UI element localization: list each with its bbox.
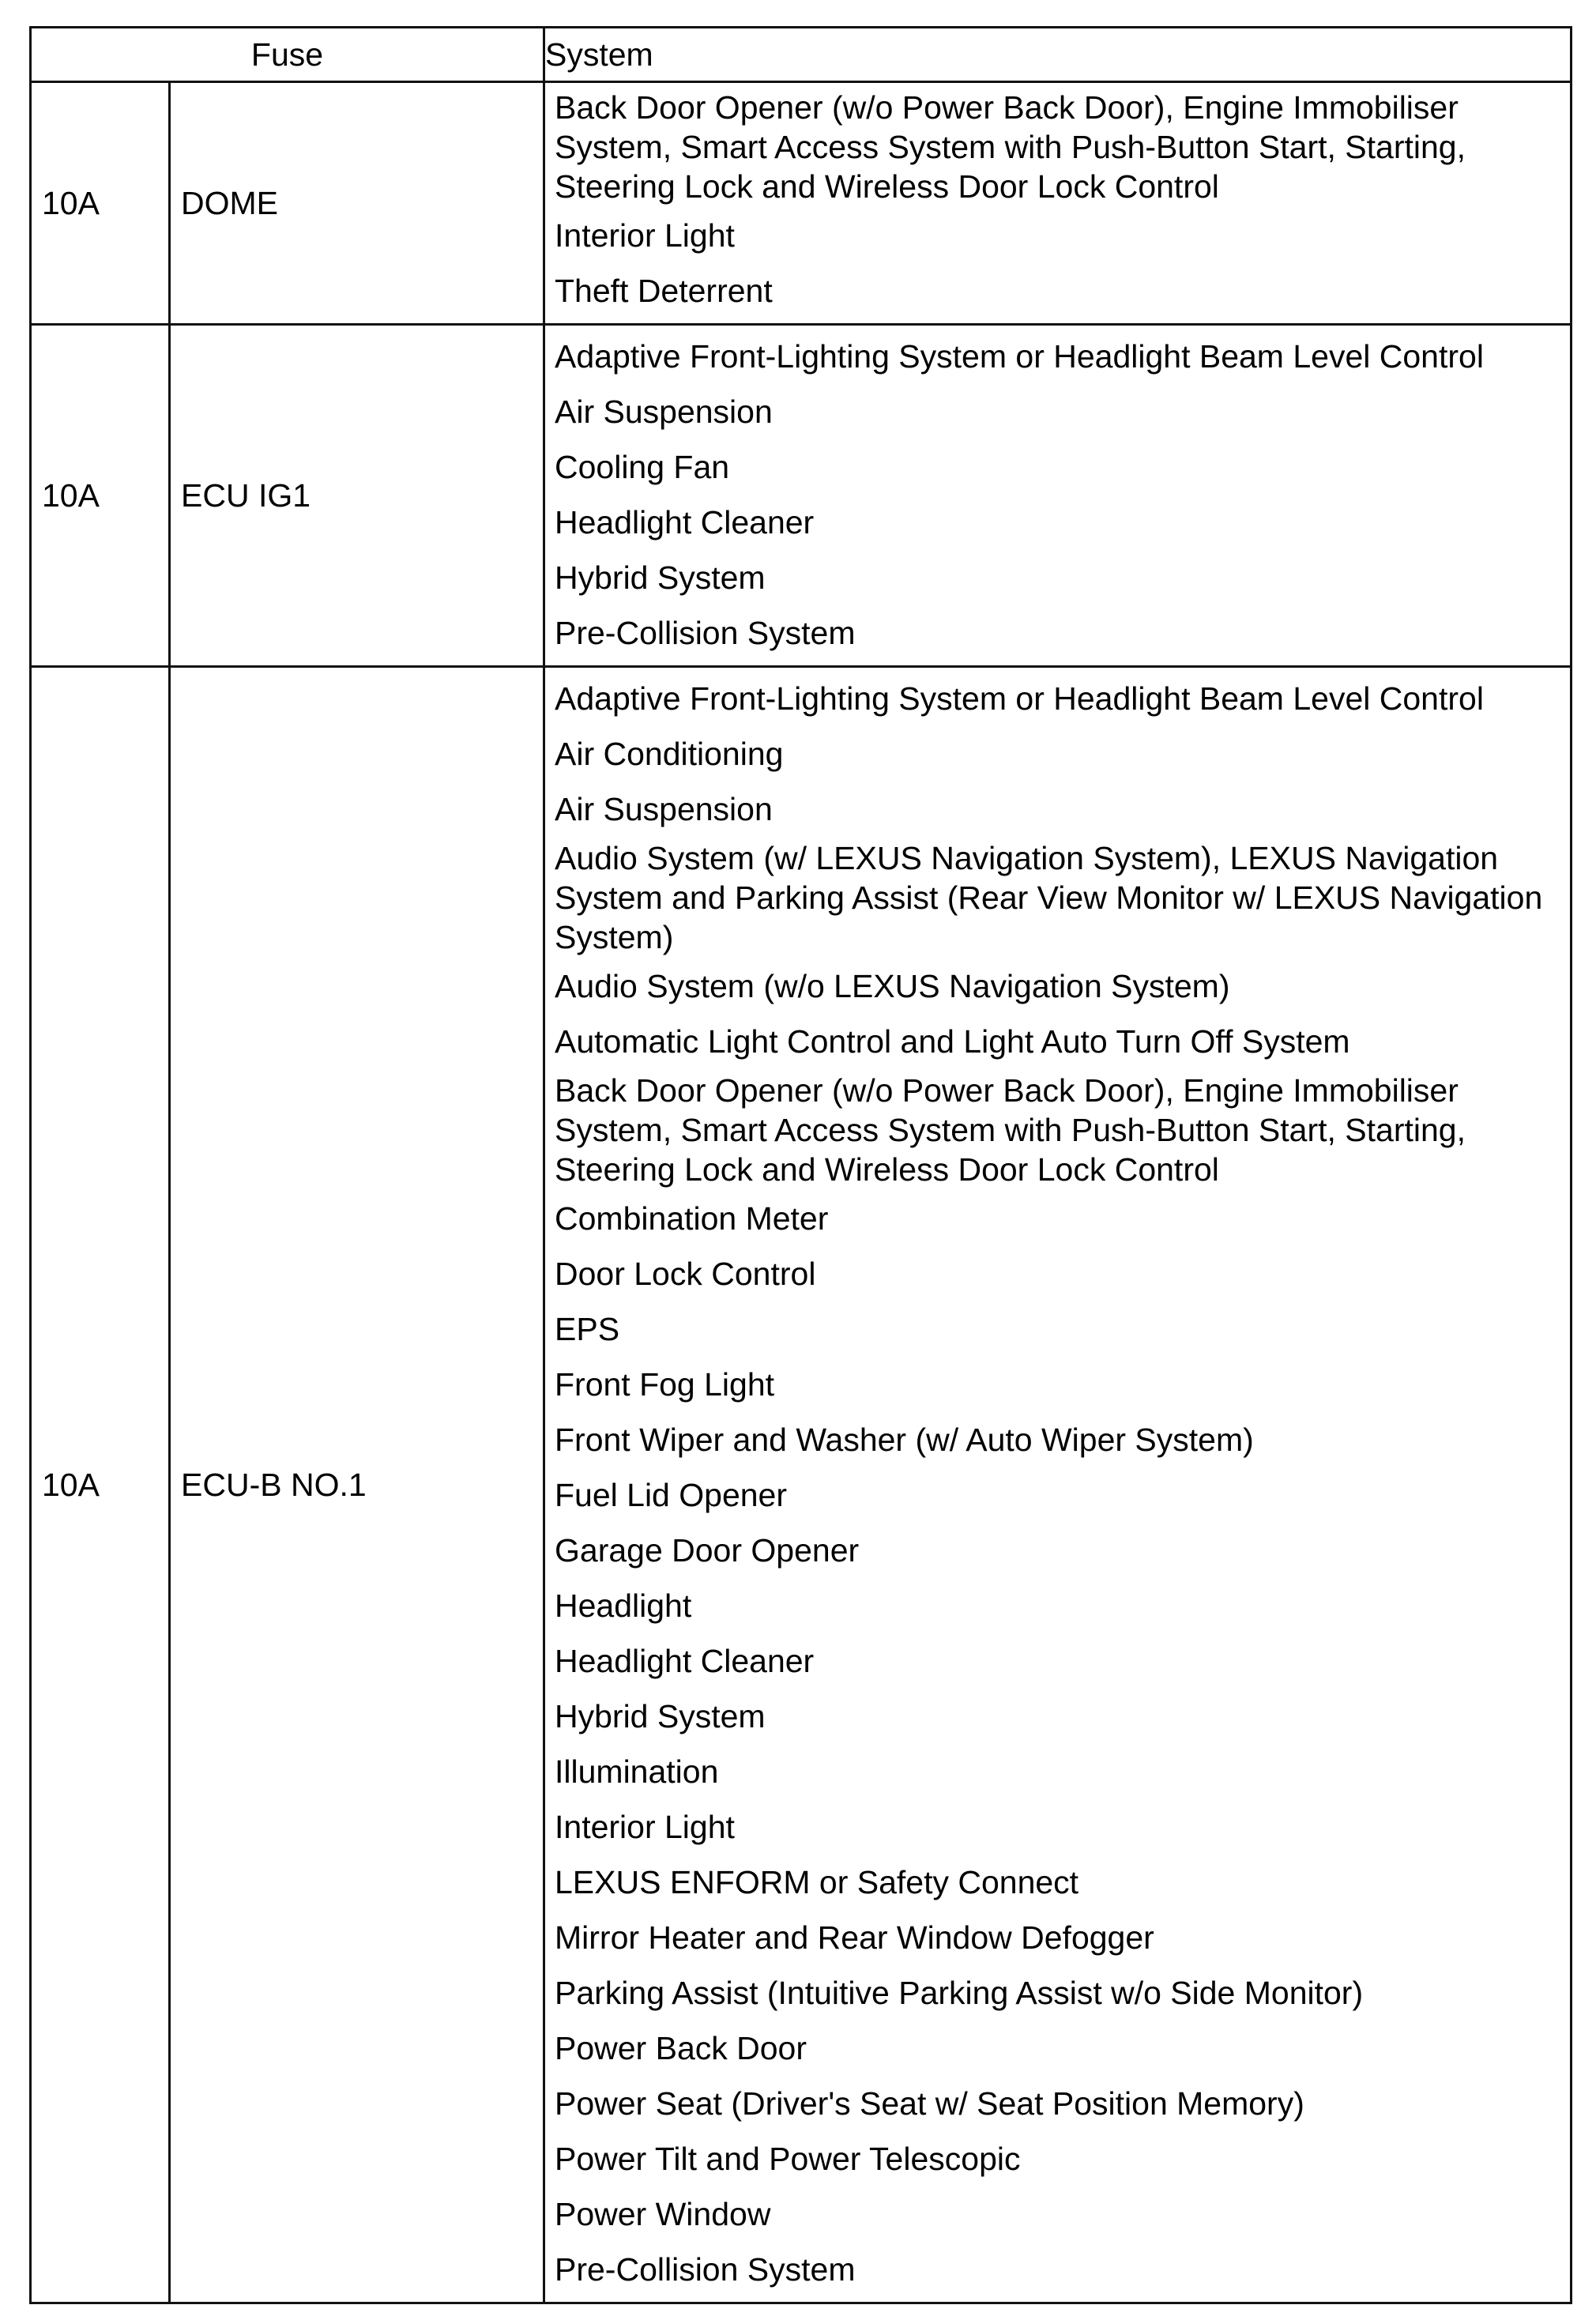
- system-item: Air Conditioning: [555, 736, 784, 772]
- system-item: Headlight Cleaner: [555, 1643, 815, 1679]
- system-item: Back Door Opener (w/o Power Back Door), Engine Immobiliser System, Smart Access System with Push-Button Start, Starting, Steering Lock and Wireless Door Lock Control: [555, 89, 1466, 205]
- fuse-table: [29, 26, 1572, 2304]
- system-item: Cooling Fan: [555, 449, 730, 485]
- system-item: Audio System (w/o LEXUS Navigation System): [555, 968, 1230, 1004]
- system-item: Pre-Collision System: [555, 2251, 856, 2288]
- system-item: Power Seat (Driver's Seat w/ Seat Position Memory): [555, 2085, 1304, 2122]
- table-row: [31, 82, 1572, 325]
- system-item: Mirror Heater and Rear Window Defogger: [555, 1919, 1154, 1956]
- system-item: Front Fog Light: [555, 1366, 775, 1403]
- system-item: Parking Assist (Intuitive Parking Assist w/o Side Monitor): [555, 1975, 1364, 2011]
- system-item: Power Back Door: [555, 2030, 807, 2066]
- system-item: Headlight Cleaner: [555, 504, 815, 540]
- table-row: [31, 325, 1572, 667]
- system-item: Garage Door Opener: [555, 1532, 860, 1569]
- fuse-name: ECU-B NO.1: [170, 667, 544, 2303]
- system-item: Adaptive Front-Lighting System or Headlight Beam Level Control: [555, 338, 1484, 375]
- system-item: Theft Deterrent: [555, 273, 773, 309]
- system-item: Interior Light: [555, 217, 735, 254]
- system-item: Back Door Opener (w/o Power Back Door), Engine Immobiliser System, Smart Access System with Push-Button Start, Starting, Steering Lock and Wireless Door Lock Control: [555, 1072, 1466, 1188]
- fuse-name: DOME: [170, 82, 544, 325]
- system-item: LEXUS ENFORM or Safety Connect: [555, 1864, 1079, 1900]
- system-item: Illumination: [555, 1753, 719, 1790]
- system-item: Pre-Collision System: [555, 615, 856, 651]
- system-item: Air Suspension: [555, 791, 773, 827]
- fuse-name: ECU IG1: [170, 325, 544, 667]
- fuse-amperage: 10A: [31, 325, 170, 667]
- system-item: Hybrid System: [555, 1698, 766, 1734]
- fuse-amperage: 10A: [31, 667, 170, 2303]
- system-item: Adaptive Front-Lighting System or Headlight Beam Level Control: [555, 680, 1484, 717]
- system-list: [544, 667, 1572, 2303]
- fuse-column-header: Fuse: [31, 28, 544, 82]
- system-item: Fuel Lid Opener: [555, 1477, 788, 1513]
- system-list: [544, 82, 1572, 325]
- system-item: Power Tilt and Power Telescopic: [555, 2141, 1021, 2177]
- system-item: Door Lock Control: [555, 1256, 816, 1292]
- system-item: EPS: [555, 1311, 620, 1347]
- system-item: Automatic Light Control and Light Auto Turn Off System: [555, 1023, 1350, 1060]
- system-item: Interior Light: [555, 1809, 735, 1845]
- system-item: Air Suspension: [555, 394, 773, 430]
- system-item: Power Window: [555, 2196, 771, 2232]
- table-row: [31, 667, 1572, 2303]
- fuse-amperage: 10A: [31, 82, 170, 325]
- system-column-header: System: [544, 28, 1572, 82]
- system-list: [544, 325, 1572, 667]
- system-item: Audio System (w/ LEXUS Navigation System), LEXUS Navigation System and Parking Assist (Rear View Monitor w/ LEXUS Navigation System): [555, 840, 1543, 955]
- system-item: Headlight: [555, 1587, 692, 1624]
- system-item: Combination Meter: [555, 1200, 829, 1237]
- system-item: Hybrid System: [555, 559, 766, 596]
- system-item: Front Wiper and Washer (w/ Auto Wiper System): [555, 1422, 1254, 1458]
- fuse-table-body: [31, 28, 1572, 2303]
- header-row: [31, 28, 1572, 82]
